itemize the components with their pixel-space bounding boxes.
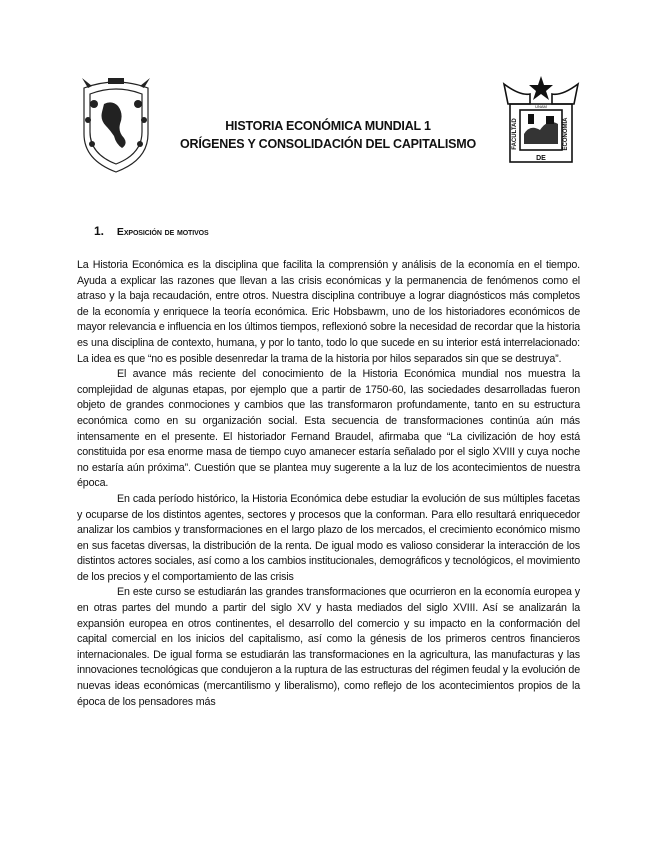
facultad-economia-logo bbox=[500, 74, 582, 168]
logo-economia-text: ECONOMÍA bbox=[563, 117, 569, 151]
paragraph-2: El avance más reciente del conocimiento de la Historia Económica mundial nos muestra la complejidad de algunas etapas, por ejemplo que a partir de 1750-60, las sociedades desarrolladas fueron objeto de grandes conmociones y cambios que las transformaron profundamente, tanto en su estructura económica como en su organización social. Esta secuencia de transformaciones continúa aún más intensamente en el presente. El historiador Fernand Braudel, afirmaba que “La civilización de hoy está constituida por esa enorme masa de tiempo cuyo amanecer estaría señalado por el siglo XVIII y cuya noche no estaría aún próxima”. Cuestión que se plantea muy sugerente a la luz de los acontecimientos de nuestra época. bbox=[77, 368, 580, 490]
section-heading bbox=[94, 224, 209, 238]
logo-small-text: UNAM bbox=[535, 104, 547, 109]
section-number: 1. bbox=[94, 224, 105, 238]
paragraph-4: En este curso se estudiarán las grandes transformaciones que ocurrieron en la economía europea y en otras partes del mundo a partir del siglo XV y hasta mediados del siglo XVIII. Así se analizarán la expansión europea en otros continentes, el desarrollo del comercio y su impacto en la conformación del capital comercial en los inicios del capitalismo, así como la génesis de los primeros centros financieros internacionales. De igual forma se estudiarán las transformaciones en la agricultura, las manufacturas y las innovaciones tecnológicas que condujeron a la ruptura de las estructuras del régimen feudal y la evolución de nuevas ideas económicas (mercantilismo y liberalismo), como reflejo de los acontecimientos propios de la época de los pensadores más bbox=[77, 586, 580, 708]
document-body bbox=[77, 258, 580, 710]
title-line-1: HISTORIA ECONÓMICA MUNDIAL 1 bbox=[225, 119, 431, 133]
unam-shield-logo bbox=[74, 74, 158, 174]
document-title bbox=[160, 117, 496, 153]
logo-de-text: DE bbox=[536, 155, 546, 162]
logo-facultad-text: FACULTAD bbox=[512, 118, 518, 150]
section-title: Exposición de motivos bbox=[116, 226, 209, 238]
paragraph-3: En cada período histórico, la Historia Económica debe estudiar la evolución de sus múltiples facetas y ocuparse de los distintos agentes, sectores y procesos que la conforman. Para ello resultará enriquecedor analizar los cambios y transformaciones en el largo plazo de los mercados, el crecimiento económico mismo en sus facetas diversas, la distribución de la renta. De igual modo es valioso considerar la interacción de los distintos actores sociales, así como a los cambios institucionales, demográficos y tecnológicos, el movimiento de los precios y el comportamiento de las crisis bbox=[77, 492, 580, 583]
title-line-2: ORÍGENES Y CONSOLIDACIÓN DEL CAPITALISMO bbox=[180, 137, 476, 151]
paragraph-1: La Historia Económica es la disciplina que facilita la comprensión y análisis de la economía en el tiempo. Ayuda a explicar las razones que llevan a las crisis económicas y la permanencia de fenómenos como el atraso y la baja recaudación, entre otros. Nuestra disciplina contribuye a lograr diagnósticos más completos de la economía y enriquece la teoría económica. Eric Hobsbawm, uno de los historiadores económicos de mayor relevancia e influencia en los últimos tiempos, reflexionó sobre la necesidad de recordar que la historia es una disciplina de contexto, humana, y por lo tanto, todo lo que sucede en su interior está interrelacionado: La idea es que “no es posible desenredar la trama de la historia por hilos separados sin que se destruya”. bbox=[77, 259, 580, 365]
